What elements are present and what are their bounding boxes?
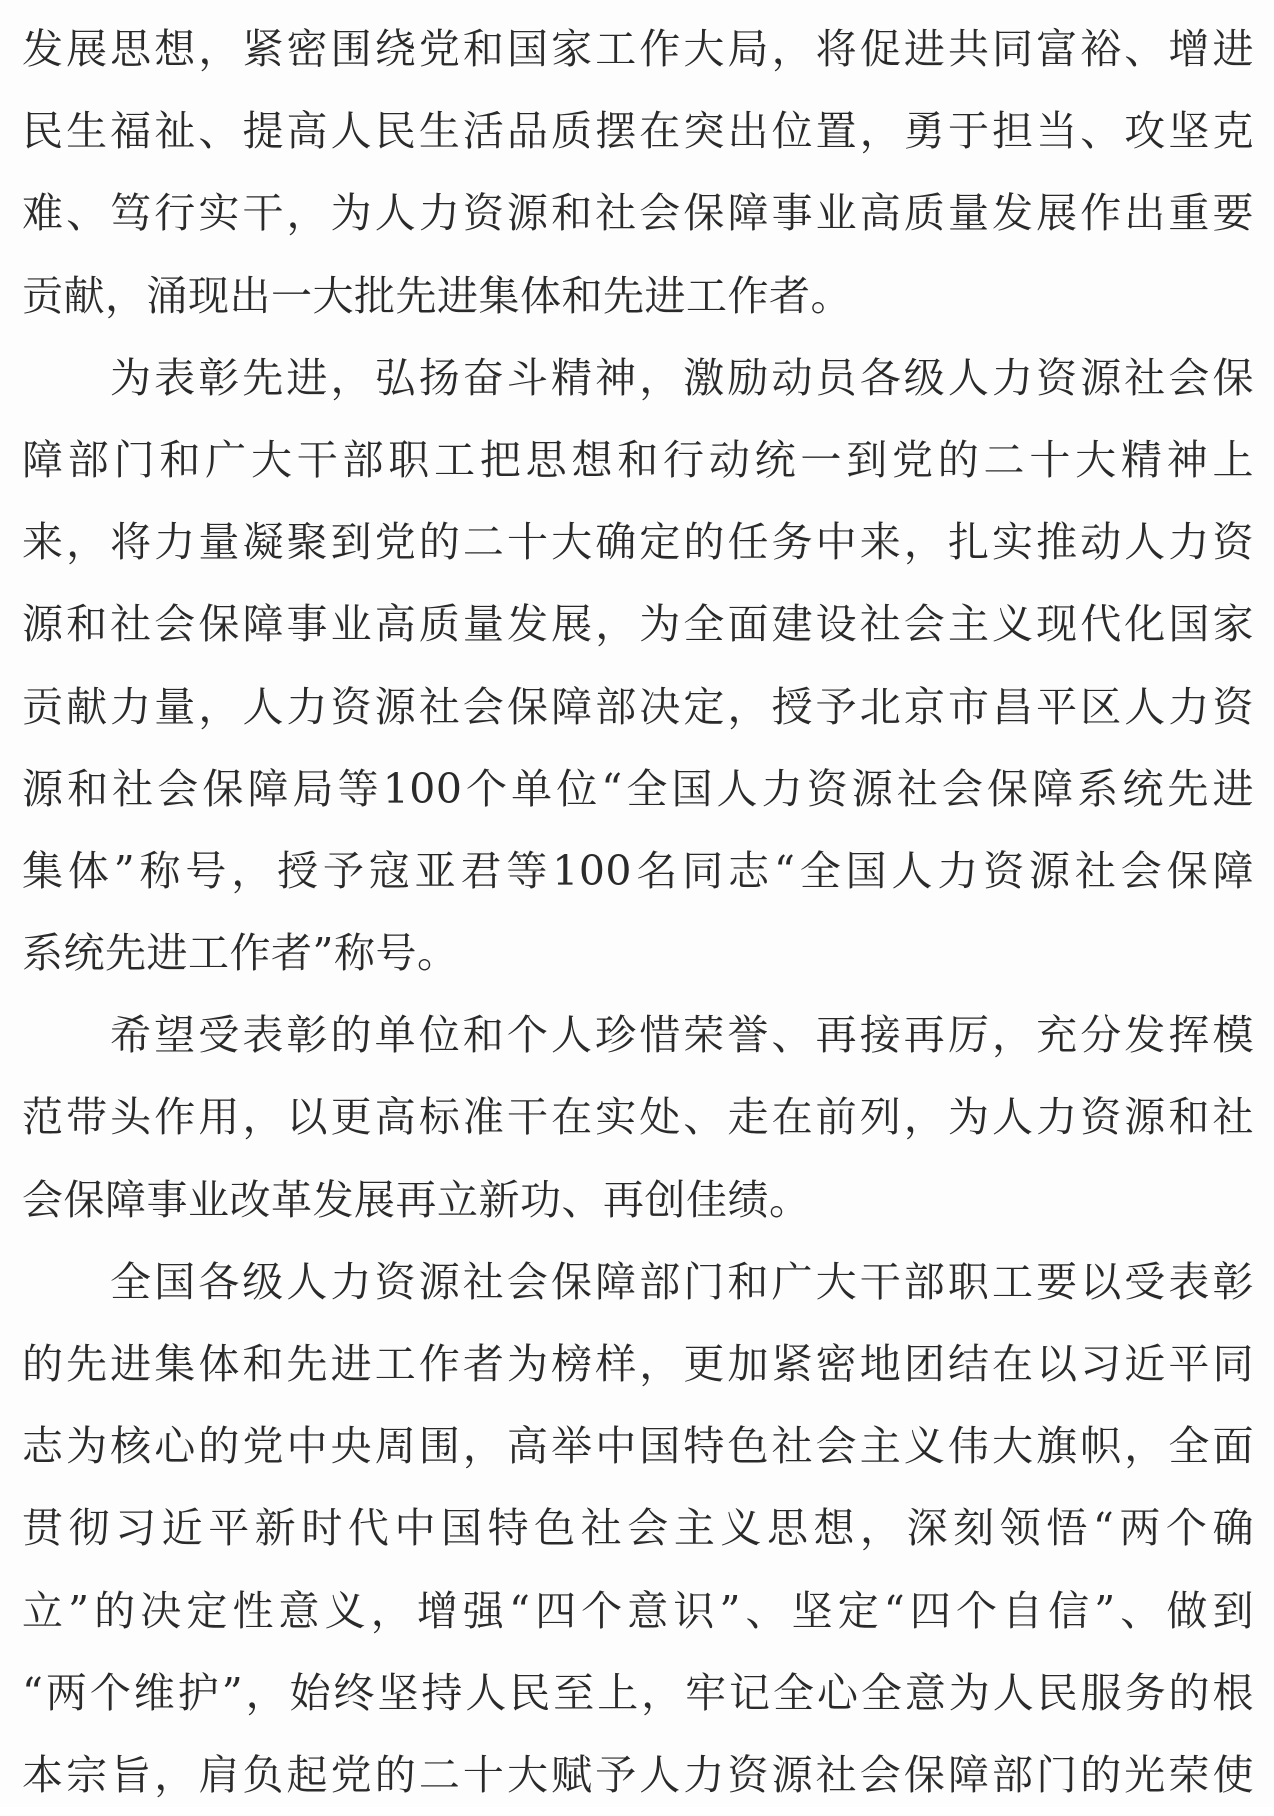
- text-line: 立”的决定性意义，增强“四个意识”、坚定“四个自信”、做到: [22, 1586, 1254, 1635]
- text-line: 贯彻习近平新时代中国特色社会主义思想，深刻领悟“两个确: [22, 1504, 1254, 1553]
- text-line: 志为核心的党中央周围，高举中国特色社会主义伟大旗帜，全面: [22, 1422, 1254, 1471]
- text-line: 障部门和广大干部职工把思想和行动统一到党的二十大精神上: [22, 435, 1254, 484]
- text-line: 为表彰先进，弘扬奋斗精神，激励动员各级人力资源社会保: [110, 353, 1254, 402]
- text-line: 贡献，涌现出一大批先进集体和先进工作者。: [22, 271, 852, 320]
- document-body: [22, 8, 1254, 1816]
- text-line: 民生福祉、提高人民生活品质摆在突出位置，勇于担当、攻坚克: [22, 107, 1254, 156]
- text-line: 难、笃行实干，为人力资源和社会保障事业高质量发展作出重要: [22, 189, 1254, 238]
- text-line: 本宗旨，肩负起党的二十大赋予人力资源社会保障部门的光荣使: [22, 1750, 1254, 1799]
- text-line: 希望受表彰的单位和个人珍惜荣誉、再接再厉，充分发挥模: [110, 1011, 1254, 1060]
- text-line: 范带头作用，以更高标准干在实处、走在前列，为人力资源和社: [22, 1093, 1254, 1142]
- text-line: 会保障事业改革发展再立新功、再创佳绩。: [22, 1175, 811, 1224]
- text-line: 系统先进工作者”称号。: [22, 929, 459, 978]
- text-line: “两个维护”，始终坚持人民至上，牢记全心全意为人民服务的根: [22, 1668, 1254, 1717]
- text-line: 源和社会保障局等100个单位“全国人力资源社会保障系统先进: [22, 764, 1254, 813]
- text-line: 集体”称号，授予寇亚君等100名同志“全国人力资源社会保障: [22, 846, 1254, 895]
- text-line: 贡献力量，人力资源社会保障部决定，授予北京市昌平区人力资: [22, 682, 1254, 731]
- text-line: 源和社会保障事业高质量发展，为全面建设社会主义现代化国家: [22, 600, 1254, 649]
- text-line: 全国各级人力资源社会保障部门和广大干部职工要以受表彰: [110, 1257, 1254, 1306]
- text-line: 的先进集体和先进工作者为榜样，更加紧密地团结在以习近平同: [22, 1340, 1254, 1388]
- text-line: 来，将力量凝聚到党的二十大确定的任务中来，扎实推动人力资: [22, 518, 1254, 567]
- text-line: 发展思想，紧密围绕党和国家工作大局，将促进共同富裕、增进: [22, 25, 1254, 73]
